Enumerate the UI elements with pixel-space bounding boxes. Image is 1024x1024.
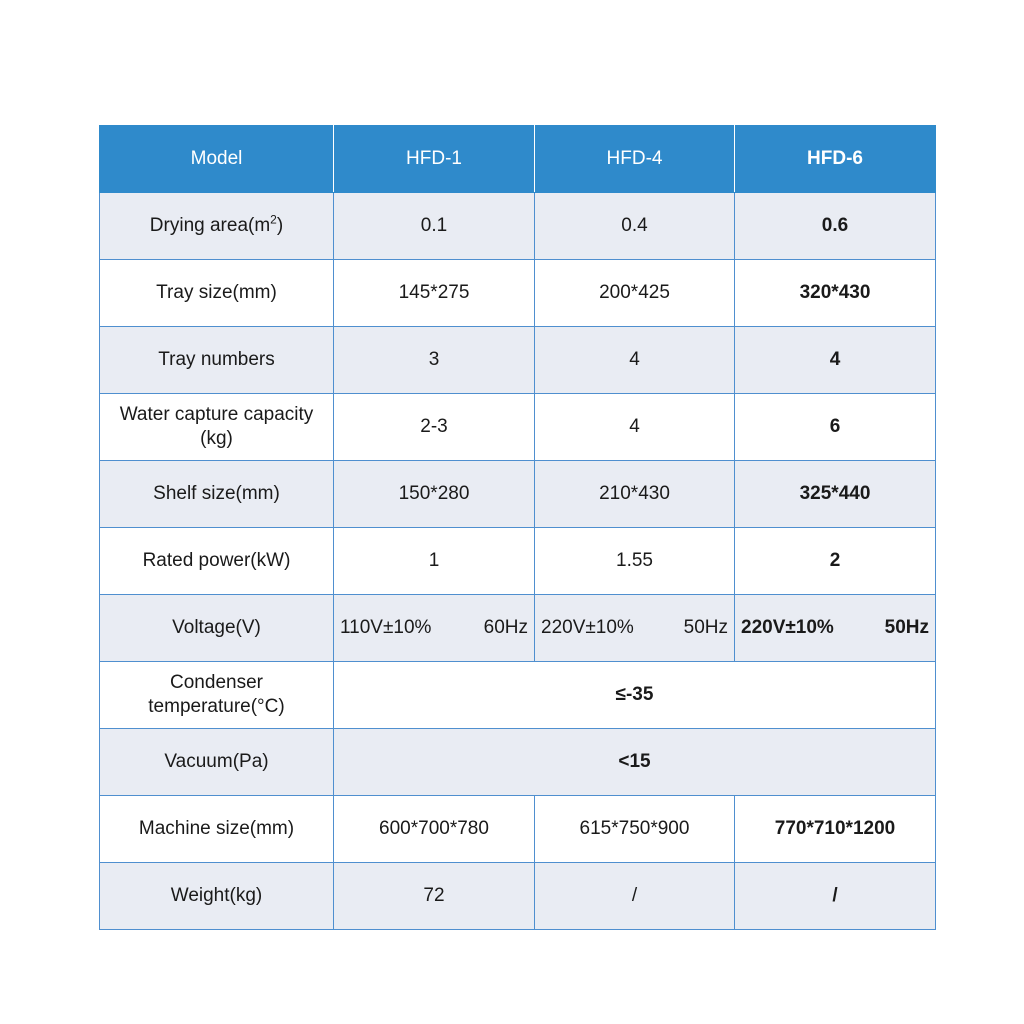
- voltage-value: 220V±10%: [741, 617, 834, 638]
- cell-value: 1.55: [535, 528, 735, 595]
- row-label: Vacuum(Pa): [100, 729, 334, 796]
- table-row-drying-area: [100, 193, 936, 260]
- table-row-shelf-size: [100, 461, 936, 528]
- row-label: Voltage(V): [100, 595, 334, 662]
- header-model-label: Model: [100, 126, 334, 193]
- table-row-voltage: [100, 595, 936, 662]
- cell-value: 145*275: [334, 260, 535, 327]
- cell-value-merged: ≤-35: [334, 662, 936, 729]
- cell-value: [535, 595, 735, 662]
- cell-value: [334, 595, 535, 662]
- cell-value: 200*425: [535, 260, 735, 327]
- frequency-value: 50Hz: [683, 617, 728, 638]
- voltage-value: 220V±10%: [541, 617, 634, 638]
- cell-value: 600*700*780: [334, 796, 535, 863]
- cell-value: 6: [735, 394, 936, 461]
- cell-value-merged: <15: [334, 729, 936, 796]
- table-row-rated-power: [100, 528, 936, 595]
- voltage-value: 110V±10%: [340, 617, 432, 638]
- cell-value: 615*750*900: [535, 796, 735, 863]
- cell-value: /: [735, 863, 936, 930]
- cell-value: 770*710*1200: [735, 796, 936, 863]
- cell-value: 4: [535, 394, 735, 461]
- row-label: Shelf size(mm): [100, 461, 334, 528]
- cell-value: 3: [334, 327, 535, 394]
- cell-value: 4: [535, 327, 735, 394]
- cell-value: 320*430: [735, 260, 936, 327]
- cell-value: 2: [735, 528, 936, 595]
- table-row-weight: [100, 863, 936, 930]
- cell-value: [735, 595, 936, 662]
- table-row-tray-size: [100, 260, 936, 327]
- header-model-hfd-1: HFD-1: [334, 126, 535, 193]
- spec-table: [99, 125, 936, 930]
- row-label: Drying $area(m^2)$: [100, 193, 334, 260]
- row-label: Tray numbers: [100, 327, 334, 394]
- cell-value: 325*440: [735, 461, 936, 528]
- header-model-hfd-4: HFD-4: [535, 126, 735, 193]
- row-label: Rated power(kW): [100, 528, 334, 595]
- cell-value: 2-3: [334, 394, 535, 461]
- row-label: Machine size(mm): [100, 796, 334, 863]
- cell-value: 72: [334, 863, 535, 930]
- table-row-tray-numbers: [100, 327, 936, 394]
- cell-value: 0.1: [334, 193, 535, 260]
- cell-value: 150*280: [334, 461, 535, 528]
- cell-value: 1: [334, 528, 535, 595]
- cell-value: 4: [735, 327, 936, 394]
- row-label: Tray size(mm): [100, 260, 334, 327]
- row-label: Water capture capacity (kg): [100, 394, 334, 461]
- table-row-vacuum: [100, 729, 936, 796]
- table-row-water-capture: [100, 394, 936, 461]
- table-row-machine-size: [100, 796, 936, 863]
- cell-value: 210*430: [535, 461, 735, 528]
- cell-value: /: [535, 863, 735, 930]
- header-row: [100, 126, 936, 193]
- header-model-hfd-6: HFD-6: [735, 126, 936, 193]
- cell-value: 0.6: [735, 193, 936, 260]
- row-label: Condenser temperature(°C): [100, 662, 334, 729]
- row-label: Weight(kg): [100, 863, 334, 930]
- table-row-condenser: [100, 662, 936, 729]
- frequency-value: 50Hz: [884, 617, 929, 638]
- cell-value: 0.4: [535, 193, 735, 260]
- frequency-value: 60Hz: [483, 617, 528, 638]
